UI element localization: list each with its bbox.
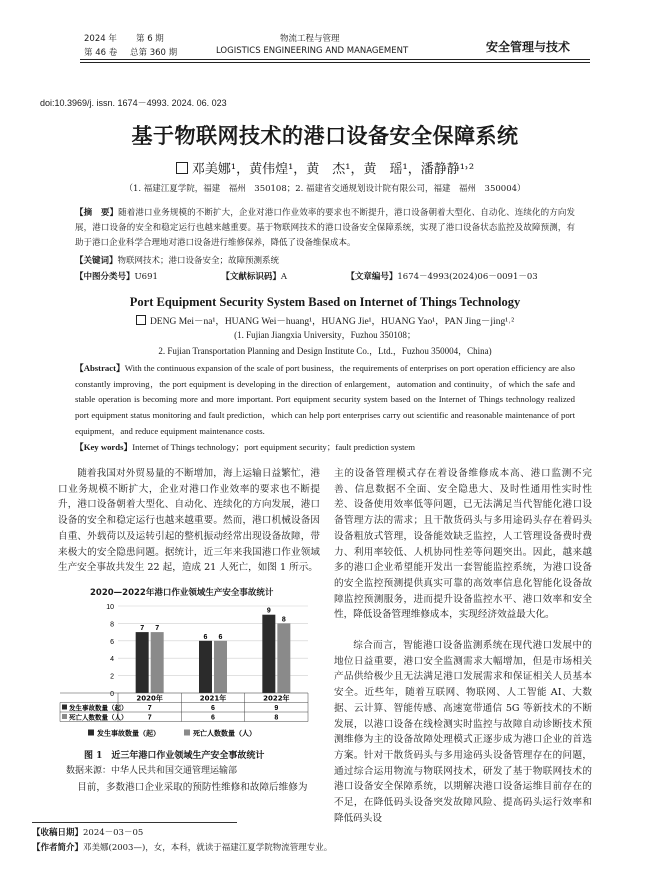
header-journal-cn: 物流工程与管理: [280, 34, 340, 44]
figure-caption: 图 1 近三年港口作业领域生产安全事故统计: [84, 751, 265, 761]
y-tick-label: 2: [110, 673, 114, 681]
bar: [277, 623, 290, 693]
header-issue: 第 6 期: [136, 34, 164, 44]
bar: [262, 615, 275, 693]
header-year: 2024 年: [84, 34, 117, 44]
y-tick-label: 8: [110, 621, 114, 629]
authors-cn: 邓美娜¹，黄伟煌¹，黄 杰¹，黄 瑶¹，潘静静¹˒²: [0, 158, 650, 177]
table-series-name: 发生事故数量（起）: [69, 704, 128, 712]
bar: [136, 632, 149, 693]
table-cell: 7: [147, 714, 152, 722]
paragraph: 主的设备管理模式存在着设备维修成本高、港口监测不完善、信息数据不全面、安全隐患大、及时性通用性实时性差、设备使用效率低等问题，已无法满足当代智能化港口设备管理方法的需求；且干散货码头与多用途码头存在着码头设备粗放式管理，设备能效缺乏监控，人工管理设备费时费力、利用率较低、人机协同性差等问题突出。因此，越来越多的港口企业希望能开发出一套智能监控系统，为港口设备的安全监控预测提供真实可靠的高效率信息化智能化设备故障监控预测服务，进而提升设备监控水平、港口效率和安全性，降低设备管理维修成本，实现经济效益最大化。: [334, 468, 592, 621]
legend-swatch: [184, 730, 190, 736]
table-cell: 6: [211, 705, 215, 712]
title-en: Port Equipment Security System Based on Internet of Things Technology: [129, 295, 521, 309]
bar-value-label: 8: [281, 616, 286, 624]
header-journal-en: LOGISTICS ENGINEERING AND MANAGEMENT: [216, 46, 409, 56]
body-right-top: [334, 466, 592, 638]
body-left-top: [58, 466, 320, 576]
bar: [199, 641, 212, 693]
legend-label: 死亡人数数量（人）: [193, 729, 256, 738]
y-tick-label: 0: [110, 691, 114, 698]
authors-en: DENG Mei－na¹，HUANG Wei－huang¹，HUANG Jie¹，HUANG Yao¹，PAN Jing－jing¹˒²: [0, 313, 650, 327]
square-mark-icon: [176, 162, 188, 174]
figure-source: 数据来源：中华人民共和国交通管理运输部: [66, 766, 238, 776]
header-rule-2: [80, 62, 590, 63]
affiliation-en-2: 2. Fujian Transportation Planning and Design Institute Co.，Ltd.，Fuzhou 350004，China): [158, 346, 492, 356]
bar: [214, 641, 227, 693]
bar-value-label: 6: [218, 633, 223, 641]
body-right-bottom: [334, 638, 592, 824]
header-section: 安全管理与技术: [486, 40, 571, 54]
paragraph: 目前，多数港口企业采取的预防性维修和故障后维修为: [77, 782, 308, 793]
page-title: 基于物联网技术的港口设备安全保障系统: [131, 124, 519, 148]
body-left-bottom: [58, 780, 320, 796]
bar: [151, 632, 164, 693]
keywords-cn: 【关键词】物联网技术；港口设备安全；故障预测系统: [75, 256, 280, 266]
y-tick-label: 4: [110, 656, 114, 664]
x-category-label: 2020年: [136, 694, 163, 703]
bar-chart: [58, 598, 320, 743]
doi: doi:10.3969/j. issn. 1674－4993. 2024. 06. 023: [40, 98, 227, 108]
table-series-name: 死亡人数数量（人）: [69, 713, 128, 722]
header-rule: [80, 59, 590, 60]
table-legend-swatch: [62, 714, 67, 719]
classification-row: 【中图分类号】U691 【文献标识码】A 【文章编号】1674－4993(2024)06－0091－03: [75, 272, 538, 282]
affiliation-en-1: (1. Fujian Jiangxia University，Fuzhou 350108；: [234, 330, 416, 340]
paragraph: 综合而言，智能港口设备监测系统在现代港口发展中的地位日益重要，港口安全监测需求大幅增加，但是市场相关产品供给极少且无法满足港口发展需求和保证相关人员基本安全。近些年，随着互联网、物联网、人工智能 AI、大数据、云计算、智能传感、高速宽带通信 5G 等新技术的不断发展，以港口设备在线检测实时监控与故障自动诊断技术预测维修为主的设备故障处理模式正逐步成为港口企业的首选方案。针对干散货码头与多用途码头设备管理存在的问题，通过综合运用物流与物联网技术，研发了基于物联网技术的港口设备安全保障系统，以期解决港口设备运维目前存在的不足，在降低码头设备突发故障风险、提高码头运行效率和降低码头设: [334, 640, 592, 824]
legend-label: 发生事故数量（起）: [97, 729, 160, 738]
legend-swatch: [88, 730, 94, 736]
affiliation-cn: （1. 福建江夏学院，福建 福州 350108；2. 福建省交通规划设计院有限公司，福建 福州 350004）: [124, 184, 526, 194]
bar-value-label: 7: [155, 625, 160, 633]
abstract-cn: 【摘 要】随着港口业务规模的不断扩大，企业对港口作业效率的要求也不断提升，港口设备朝着大型化、自动化、连续化的方向发展，港口设备的安全和稳定运行也越来越重要。基于物联网技术的港口设备安全保障系统，实现了港口设备状态监控及故障预测，有助于港口企业科学合理地对港口设备进行维修保养，降低了设备维保成本。: [75, 208, 575, 248]
x-category-label: 2022年: [263, 694, 290, 703]
table-cell: 9: [274, 705, 279, 712]
y-tick-label: 10: [106, 604, 114, 611]
square-mark-en-icon: [136, 315, 146, 325]
table-cell: 6: [211, 714, 215, 722]
y-tick-label: 6: [110, 638, 114, 646]
table-cell: 7: [147, 705, 152, 712]
bar-value-label: 6: [203, 633, 208, 641]
header-volume: 第 46 卷: [84, 48, 118, 58]
footnote-author: 【作者简介】邓美娜(2003—)，女，本科，就读于福建江夏学院物流管理专业。: [32, 843, 333, 853]
table-legend-swatch: [62, 705, 67, 710]
chart-title: 2020—2022年港口作业领域生产安全事故统计: [90, 588, 274, 598]
keywords-en: 【Key words】Internet of Things technology；port equipment security；fault prediction system: [75, 442, 416, 452]
bar-value-label: 7: [140, 625, 145, 633]
header-total-issue: 总第 360 期: [130, 48, 178, 58]
footnote-rule: [32, 822, 237, 823]
abstract-en: 【Abstract】With the continuous expansion of the scale of port business，the requirements of enterprises on port operation efficiency are also constantly improving，the port equipment is developing in the direction of enlargement，automation and continuity，of which the safe and stable operation is becoming more and more important. Port equipment security system based on the Internet of Things technology realized port equipment status monitoring and fault prediction，which can help port enterprises carry out scientific and reasonable maintenance of port equipment，and reduce equipment maintenance costs.: [75, 363, 575, 436]
x-category-label: 2021年: [199, 694, 227, 703]
table-cell: 8: [274, 714, 279, 722]
paragraph: 随着我国对外贸易量的不断增加，海上运输日益繁忙，港口业务规模不断扩大，企业对港口作业效率的要求也不断提升，港口设备朝着大型化、自动化、连续化的方向发展，港口设备的安全和稳定运行也越来越重要。然而，港口机械设备因自重、外载荷以及运转引起的整机振动经常出现设备故障，带来极大的安全隐患问题。据统计，近三年来我国港口作业领域生产安全事故共发生 22 起，造成 21 人死亡，如图 1 所示。: [58, 468, 320, 574]
bar-value-label: 9: [266, 607, 271, 615]
footnote-received: 【收稿日期】2024－03－05: [32, 828, 144, 838]
